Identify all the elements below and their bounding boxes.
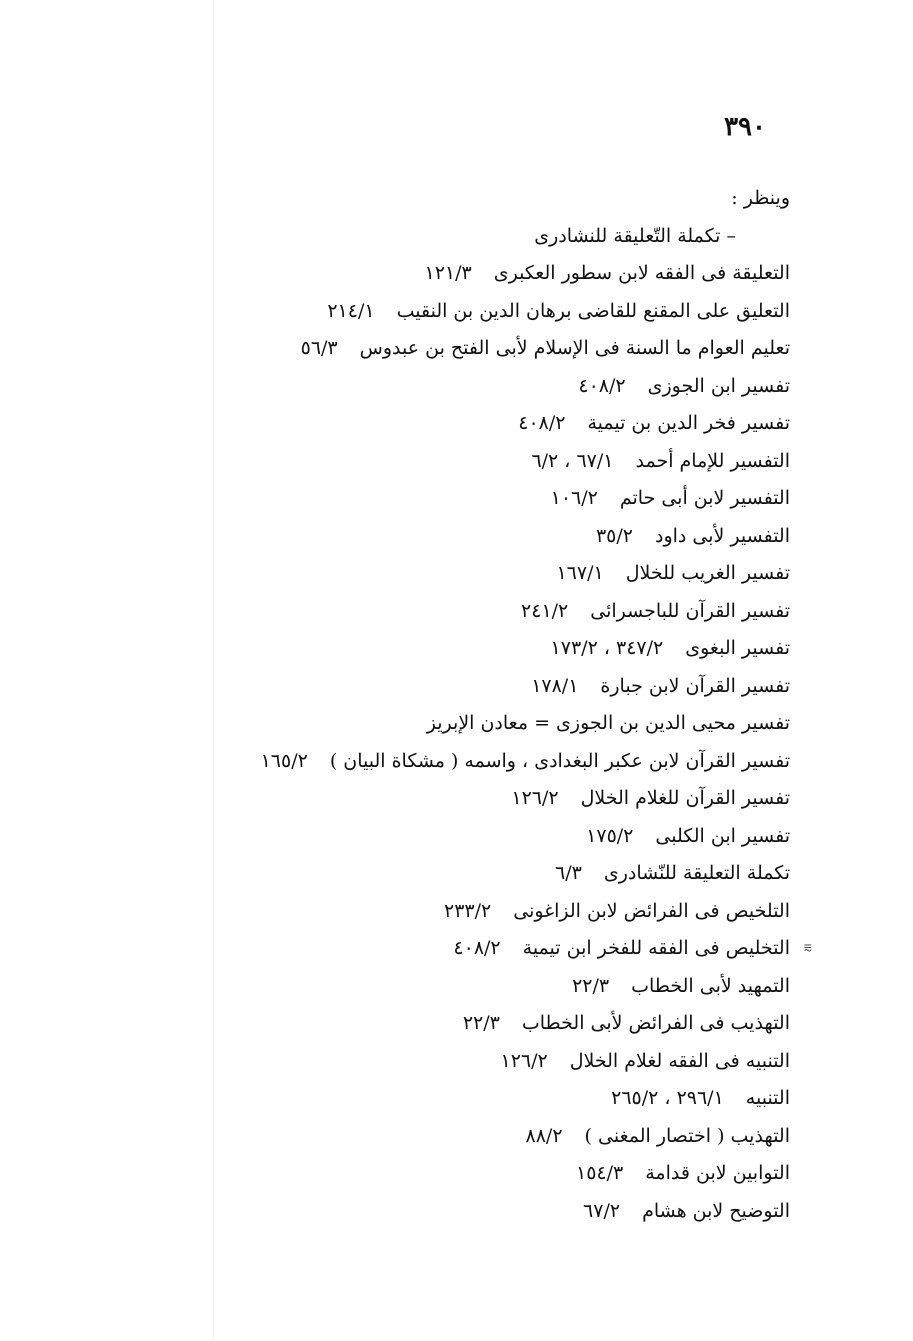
entry-title: تفسير القرآن لابن عكبر البغدادى ، واسمه ( مشكاة البيان ) xyxy=(329,749,790,772)
index-entry xyxy=(0,1043,790,1081)
index-entry xyxy=(0,1080,790,1118)
index-entry xyxy=(0,1193,790,1231)
entry-title: تفسير ابن الكلبى xyxy=(655,824,790,847)
see-also-line: – تكملة التّعليقة للنشادرى xyxy=(534,224,736,247)
index-entry xyxy=(0,893,790,931)
entry-reference: ٢٢/٣ xyxy=(462,1012,500,1034)
entry-reference: ٢١٤/١ xyxy=(327,299,375,322)
index-entry xyxy=(0,255,790,293)
entry-reference: ١٦٧/١ xyxy=(556,562,604,584)
index-entry xyxy=(0,443,790,481)
entry-title: التفسير لأبى داود xyxy=(655,524,790,547)
index-list xyxy=(0,180,812,1230)
index-entry xyxy=(0,1155,790,1193)
index-entry xyxy=(0,780,790,818)
index-entry xyxy=(0,1005,790,1043)
index-entry xyxy=(0,293,790,331)
margin-mark-icon: ⩳ xyxy=(803,940,812,956)
entry-title: تفسير فخر الدين بن تيمية xyxy=(587,412,790,434)
index-entry xyxy=(0,555,790,593)
entry-reference: ١٥٤/٣ xyxy=(576,1162,624,1184)
entry-reference: ٦/٣ xyxy=(555,862,582,884)
entry-title: تفسير القرآن للباجسرائى xyxy=(590,599,790,622)
entry-reference: ٤٠٨/٢ xyxy=(453,937,501,959)
entry-reference: ٢٢/٣ xyxy=(572,974,610,997)
index-entry xyxy=(0,705,790,743)
entry-title: تفسير الغريب للخلال xyxy=(625,562,790,584)
entry-reference: ١٦٥/٢ xyxy=(260,749,308,772)
index-entry xyxy=(0,630,790,668)
entry-title: التفسير للإمام أحمد xyxy=(635,449,790,472)
index-entry xyxy=(0,1118,790,1156)
entry-reference: ٨٨/٢ xyxy=(525,1124,563,1147)
entry-reference: ٢٤١/٢ xyxy=(521,599,569,622)
index-entry xyxy=(0,930,812,968)
index-entry xyxy=(0,855,790,893)
entry-title: تكملة التعليقة للنّشادرى xyxy=(603,862,790,884)
entry-reference: ٤٠٨/٢ xyxy=(518,412,566,434)
entry-title: التهذيب فى الفرائض لأبى الخطاب xyxy=(521,1012,790,1034)
entry-reference: ٣٤٧/٢ ، ١٧٣/٢ xyxy=(550,637,664,659)
page-number: ٣٩٠ xyxy=(724,112,766,142)
entry-reference: ٢٣٣/٢ xyxy=(444,899,492,922)
entry-title: تفسير القرآن للغلام الخلال xyxy=(580,787,790,809)
entry-reference: ١٢٦/٢ xyxy=(511,787,559,809)
index-entry xyxy=(0,968,790,1006)
entry-title: تفسير البغوى xyxy=(685,637,790,659)
entry-reference: ١٢١/٣ xyxy=(424,262,472,284)
index-entry xyxy=(0,593,790,631)
entry-reference: ٤٠٨/٢ xyxy=(578,374,626,397)
entry-title: التخليص فى الفقه للفخر ابن تيمية xyxy=(522,937,790,959)
index-entry xyxy=(0,405,790,443)
index-entry xyxy=(0,518,790,556)
index-entry xyxy=(0,818,790,856)
entry-title: التمهيد لأبى الخطاب xyxy=(631,974,790,997)
entry-title: التنبيه فى الفقه لغلام الخلال xyxy=(569,1049,790,1072)
index-entry xyxy=(0,743,790,781)
entry-title: تفسير ابن الجوزى xyxy=(647,374,790,397)
entry-reference: ٥٦/٣ xyxy=(300,337,338,359)
entry-reference: ١٧٨/١ xyxy=(531,674,579,697)
entry-title: تفسير القرآن لابن جبارة xyxy=(600,674,790,697)
entry-reference: ٦٧/١ ، ٦/٢ xyxy=(531,449,614,472)
entry-reference: ٦٧/٢ xyxy=(583,1199,621,1222)
entry-title: التعليقة فى الفقه لابن سطور العكبرى xyxy=(493,262,790,284)
index-entry xyxy=(0,330,790,368)
entry-title: التلخيص فى الفرائض لابن الزاغونى xyxy=(513,899,790,922)
entry-title: تفسير محيى الدين بن الجوزى = معادن الإبريز xyxy=(426,712,790,734)
index-entry xyxy=(0,480,790,518)
entry-reference: ١٢٦/٢ xyxy=(500,1049,548,1072)
entry-title: التعليق على المقنع للقاضى برهان الدين بن النقيب xyxy=(396,299,790,322)
index-entry xyxy=(0,368,790,406)
entry-reference: ١٧٥/٢ xyxy=(586,824,634,847)
entry-title: التنبيه xyxy=(745,1087,790,1109)
entry-reference: ١٠٦/٢ xyxy=(550,487,598,509)
entry-title: التفسير لابن أبى حاتم xyxy=(619,487,790,509)
entry-reference: ٣٥/٢ xyxy=(595,524,633,547)
entry-title: التوضيح لابن هشام xyxy=(642,1199,790,1222)
index-entry xyxy=(0,668,790,706)
entry-title: تعليم العوام ما السنة فى الإسلام لأبى الفتح بن عبدوس xyxy=(359,337,790,359)
entry-title: التهذيب ( اختصار المغنى ) xyxy=(584,1124,790,1147)
entry-reference: ٢٩٦/١ ، ٢٦٥/٢ xyxy=(611,1087,724,1109)
entry-title: التوابين لابن قدامة xyxy=(645,1162,790,1184)
intro-line: وينظر : xyxy=(731,187,790,209)
